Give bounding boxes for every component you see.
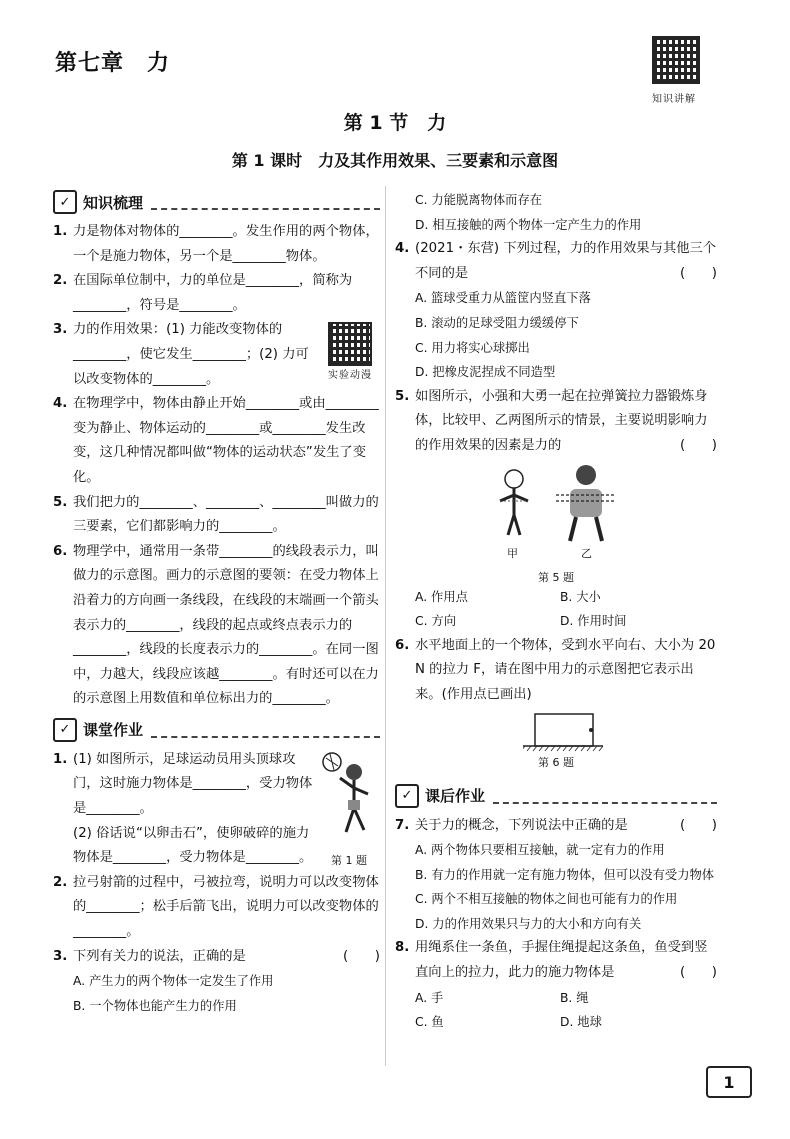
classwork-5 [395,385,717,459]
option-c: C. 用力将实心球掷出 [415,340,530,355]
question-1 [53,220,380,269]
q-text: 用绳系住一条鱼，手握住绳提起这条鱼，鱼受到竖直向上的拉力，此力的施力物体是 [415,940,708,981]
option-b: B. 滚动的足球受阻力缓缓停下 [415,315,579,330]
q-number: 5. [395,388,410,404]
q-text: 力是物体对物体的________。发生作用的两个物体，一个是施力物体，另一个是________物体。 [73,224,379,264]
soccer-player-figure [318,748,380,848]
qr-experiment-label: 实验动漫 [328,370,372,382]
qr-main-label: 知识讲解 [652,94,696,105]
checkmark-icon: ✓ [53,190,77,214]
q-text: 物理学中，通常用一条带________的线段表示力，叫做力的示意图。画力的示意图的要领：在受力物体上沿着力的方向画一条线段，在线段的末端画一个箭头表示力的________，线段的起点或终点表示力的________，线段的长度表示力的________。在同一图中，力越大，线段应该越________。有时还可以在力的示意图上用数值和单位标出力的________。 [73,543,379,707]
classwork-1-row [53,748,380,871]
q-number: 1. [53,751,68,767]
section-title: 第 1 节 力 [343,112,447,134]
q-text: 我们把力的________、________、________叫做力的三要素，它们都影响力的________。 [73,494,379,535]
section-header-classwork [53,716,380,744]
answer-paren[interactable]: ( ) [680,437,717,453]
question-4 [53,392,380,490]
answer-paren[interactable]: ( ) [680,965,717,981]
answer-paren[interactable]: ( ) [680,265,717,281]
checkmark-icon: ✓ [53,718,77,742]
q-number: 4. [53,396,68,412]
q-text: 如图所示，小强和大勇一起在拉弹簧拉力器锻炼身体，比较甲、乙两图所示的情景，主要说明影响力的作用效果的因素是力的 [415,388,708,453]
header-label: 课堂作业 [83,721,144,740]
classwork-3 [53,945,380,970]
option-d: D. 地球 [560,1015,602,1030]
q-number: 4. [395,241,410,257]
option-a: A. 作用点 [415,589,468,604]
figure-1 [318,748,380,871]
header-label: 知识梳理 [83,193,144,212]
option-c: C. 力能脱离物体而存在 [415,193,543,207]
q-text: 在国际单位制中，力的单位是________，简称为________，符号是________。 [73,273,353,313]
option-d: D. 力的作用效果只与力的大小和方向有关 [415,916,642,931]
question-2 [53,269,380,318]
homework-7 [395,814,717,839]
classwork-2 [53,871,380,945]
dashed-rule [493,802,717,804]
classwork-4 [395,237,717,286]
option-d: D. 相互接触的两个物体一定产生力的作用 [415,217,642,232]
q-number: 3. [53,948,68,964]
figure-label-jia: 甲 [507,546,518,560]
classwork-1 [53,748,318,822]
q-number: 2. [53,273,68,289]
q-text: 关于力的概念，下列说法中正确的是 [415,817,628,833]
q-text: (1) 如图所示，足球运动员用头顶球攻门，这时施力物体是________，受力物体是________。 [73,751,313,817]
answer-paren[interactable]: ( ) [680,817,717,833]
header-label: 课后作业 [425,787,486,805]
option-c: C. 两个不相互接触的物体之间也可能有力的作用 [415,892,678,907]
q-text: (2) 俗话说“以卵击石”，使卵破碎的施力物体是________，受力物体是________。 [73,825,313,866]
checkmark-icon: ✓ [395,784,419,808]
q-number: 6. [395,637,410,653]
q-number: 8. [395,940,410,956]
figure-caption: 第 6 题 [538,755,574,769]
question-6 [53,540,380,712]
dashed-rule [151,208,380,210]
question-3 [53,318,320,392]
q-text: (2021・东营) 下列过程，力的作用效果与其他三个不同的是 [415,241,717,281]
block-on-ground-figure [523,712,603,752]
q-number: 1. [53,224,68,239]
question-5 [53,491,380,540]
answer-paren[interactable]: ( ) [343,948,380,964]
q-number: 5. [53,494,68,510]
q-text: 水平地面上的一个物体，受到水平向右、大小为 20 N 的拉力 F，请在图中用力的示意图把它表示出来。(作用点已画出) [415,637,716,702]
column-divider [385,186,386,1066]
page-number: 1 [706,1066,752,1098]
option-b: B. 一个物体也能产生力的作用 [73,998,237,1013]
q-number: 2. [53,874,68,890]
qr-icon [652,36,700,84]
figure-5 [395,459,717,569]
option-a: A. 两个物体只要相互接触，就一定有力的作用 [415,843,665,858]
qr-code-experiment[interactable] [320,318,380,392]
chapter-title: 第七章 力 [55,51,171,76]
left-column [53,188,380,1018]
q-text: 拉弓射箭的过程中，弓被拉弯，说明力可以改变物体的________；松手后箭飞出，说明力可以改变物体的________。 [73,874,379,940]
lesson-title: 第 1 课时 力及其作用效果、三要素和示意图 [231,151,559,170]
q-number: 7. [395,817,410,833]
classwork-6 [395,634,717,708]
option-b: B. 有力的作用就一定有施力物体，但可以没有受力物体 [415,867,715,882]
figure-6 [395,708,717,754]
classwork-1b [53,822,318,871]
question-3-row [53,318,380,392]
qr-code-main[interactable] [652,36,700,84]
option-d: D. 把橡皮泥捏成不同造型 [415,365,556,380]
homework-8 [395,936,717,985]
option-a: A. 产生力的两个物体一定发生了作用 [73,974,274,989]
q-text: 下列有关力的说法，正确的是 [73,948,246,964]
option-c: C. 鱼 [415,1015,444,1030]
option-a: A. 手 [415,990,444,1005]
option-d: D. 作用时间 [560,614,627,629]
qr-icon [328,322,372,366]
q-number: 6. [53,543,68,559]
q-text: 在物理学中，物体由静止开始________或由________变为静止、物体运动的________或________发生改变，这几种情况都叫做“物体的运动状态”发生了变化。 [73,396,379,485]
spring-exerciser-figure [490,465,630,545]
q-text: 力的作用效果：(1) 力能改变物体的________，使它发生________；(2) 力可以改变物体的________。 [73,322,309,387]
option-b: B. 绳 [560,990,589,1005]
right-column [395,188,717,1035]
dashed-rule [151,736,380,738]
q-number: 3. [53,322,68,338]
option-c: C. 方向 [415,614,456,629]
figure-label-yi: 乙 [581,546,592,560]
options-row-2 [395,609,717,634]
figure-caption: 第 1 题 [331,853,367,867]
options-row-2 [395,1010,717,1035]
option-b: B. 大小 [560,589,601,604]
section-header-knowledge [53,188,380,216]
options-row-1 [395,986,717,1011]
figure-caption: 第 5 题 [538,570,574,584]
option-a: A. 篮球受重力从篮筐内竖直下落 [415,291,591,306]
section-header-homework [395,782,717,810]
options-row-1 [395,585,717,610]
